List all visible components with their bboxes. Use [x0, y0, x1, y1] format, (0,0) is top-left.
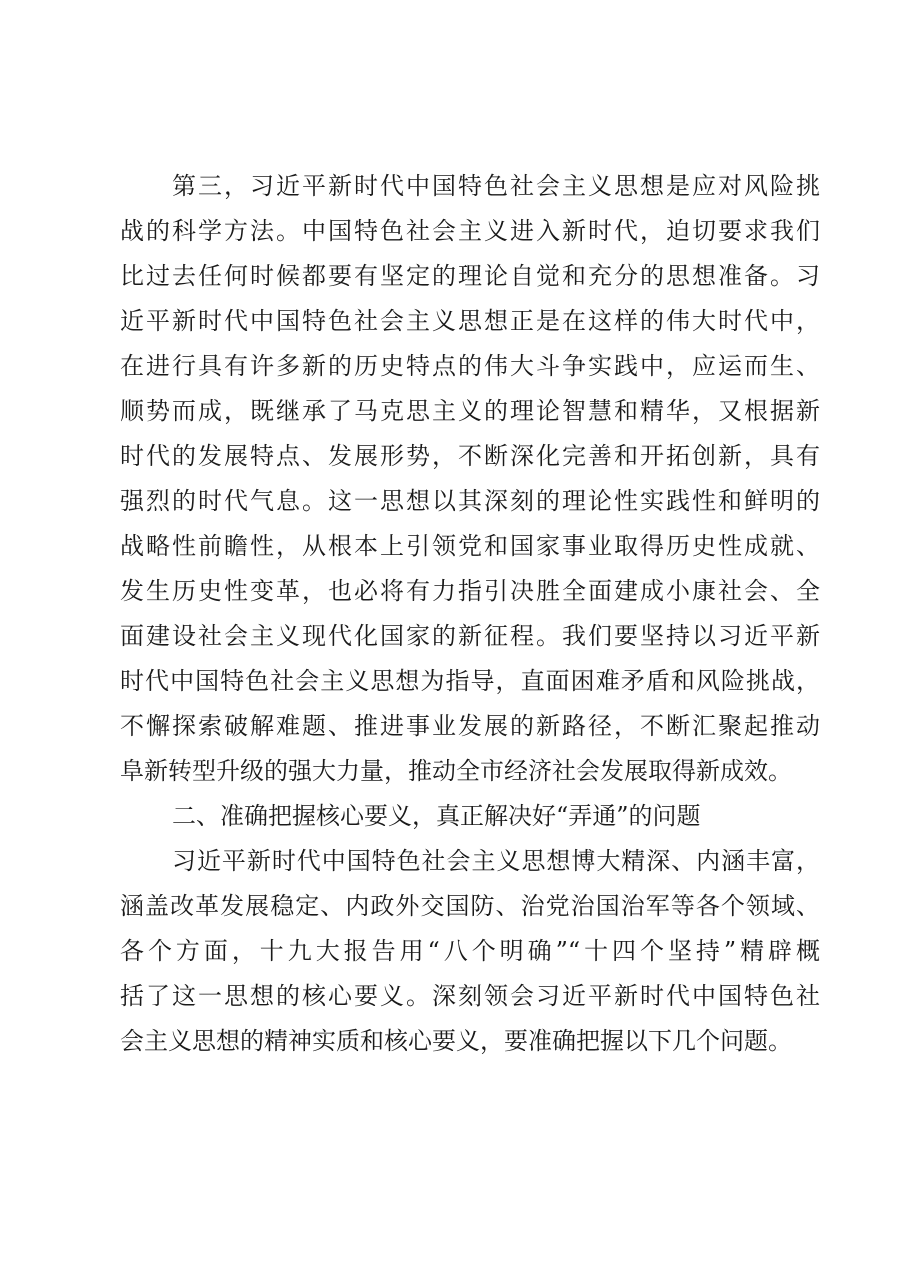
paragraph-line: 习近平新时代中国特色社会主义思想博大精深、内涵丰富， — [172, 847, 820, 875]
paragraph-line: 各个方面，十九大报告用“八个明确”“十四个坚持”精辟概 — [120, 937, 820, 965]
paragraph-line: 战略性前瞻性，从根本上引领党和国家事业取得历史性成就、 — [120, 532, 820, 560]
paragraph-line: 发生历史性变革，也必将有力指引决胜全面建成小康社会、全 — [120, 577, 820, 605]
paragraph-line: 顺势而成，既继承了马克思主义的理论智慧和精华，又根据新 — [120, 397, 820, 425]
paragraph-line: 第三，习近平新时代中国特色社会主义思想是应对风险挑 — [172, 172, 820, 200]
section-heading: 二、准确把握核心要义，真正解决好“弄通”的问题 — [172, 802, 701, 830]
paragraph-line: 时代的发展特点、发展形势，不断深化完善和开拓创新，具有 — [120, 442, 820, 470]
paragraph-2 — [120, 839, 820, 1064]
paragraph-line: 涵盖改革发展稳定、内政外交国防、治党治国治军等各个领域、 — [120, 892, 820, 920]
paragraph-line: 括了这一思想的核心要义。深刻领会习近平新时代中国特色社 — [120, 982, 820, 1010]
document-body — [120, 164, 820, 1064]
paragraph-line: 不懈探索破解难题、推进事业发展的新路径，不断汇聚起推动 — [120, 712, 820, 740]
paragraph-line: 比过去任何时候都要有坚定的理论自觉和充分的思想准备。习 — [120, 262, 820, 290]
paragraph-line: 时代中国特色社会主义思想为指导，直面困难矛盾和风险挑战， — [120, 667, 820, 695]
paragraph-line: 会主义思想的精神实质和核心要义，要准确把握以下几个问题。 — [120, 1027, 792, 1055]
paragraph-line: 阜新转型升级的强大力量，推动全市经济社会发展取得新成效。 — [120, 757, 792, 785]
paragraph-1 — [120, 164, 820, 794]
paragraph-line: 强烈的时代气息。这一思想以其深刻的理论性实践性和鲜明的 — [120, 487, 820, 515]
paragraph-line: 面建设社会主义现代化国家的新征程。我们要坚持以习近平新 — [120, 622, 820, 650]
paragraph-line: 在进行具有许多新的历史特点的伟大斗争实践中，应运而生、 — [120, 352, 820, 380]
paragraph-line: 战的科学方法。中国特色社会主义进入新时代，迫切要求我们 — [120, 217, 820, 245]
paragraph-line: 近平新时代中国特色社会主义思想正是在这样的伟大时代中， — [120, 307, 820, 335]
